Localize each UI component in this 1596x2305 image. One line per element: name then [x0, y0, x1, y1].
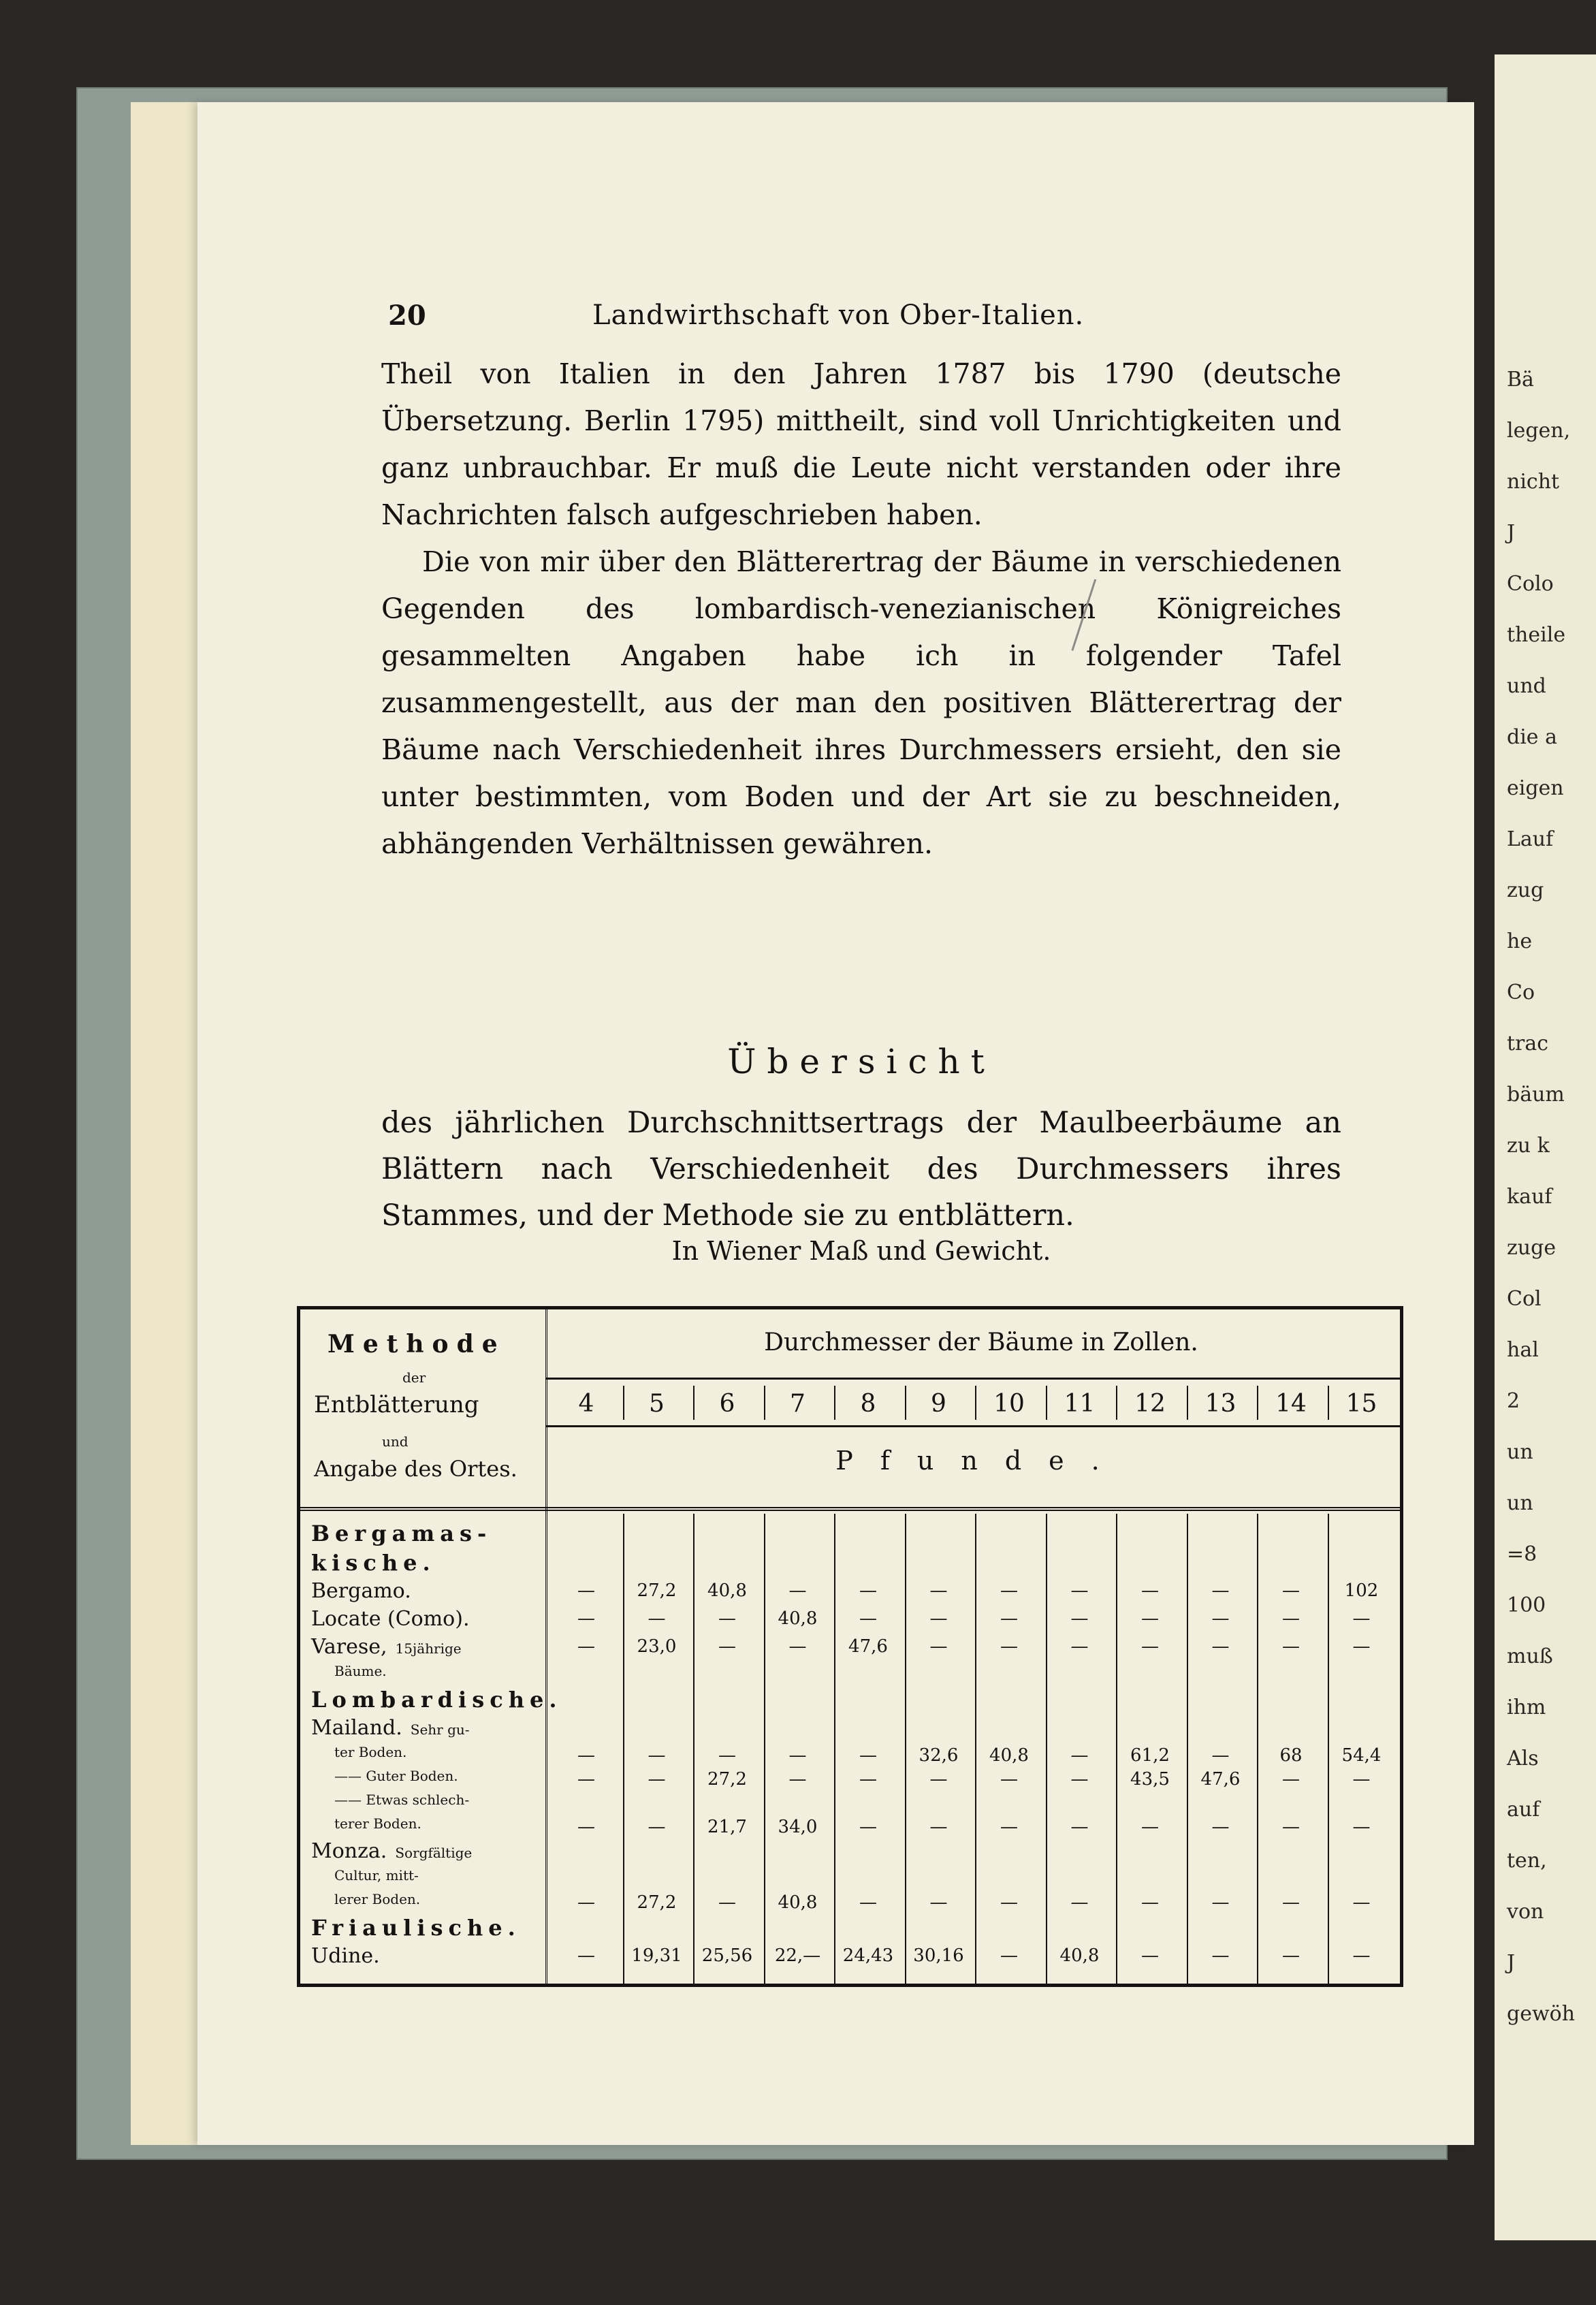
table-cell: —	[718, 1636, 736, 1657]
table-cell: —	[1141, 1892, 1159, 1913]
row-note: Sorgfältige	[395, 1845, 473, 1861]
unit-pfunde: Pfunde.	[835, 1446, 1127, 1476]
table-cell: —	[1211, 1945, 1230, 1966]
region-label: Lombardische.	[311, 1687, 562, 1713]
table-cell: 27,2	[637, 1580, 677, 1601]
column-divider	[975, 1386, 976, 1420]
table-cell: 25,56	[701, 1945, 753, 1966]
row-label: Varese, 15jährige	[311, 1635, 462, 1659]
table-cell: —	[1211, 1817, 1230, 1837]
table-cell: —	[788, 1769, 807, 1790]
table-cell: 68	[1279, 1745, 1303, 1766]
table-cell: —	[1211, 1636, 1230, 1657]
region-label: Friaulische.	[311, 1915, 521, 1941]
table-cell: —	[859, 1608, 877, 1629]
method-entblaetterung: Entblätterung	[314, 1391, 479, 1418]
facing-page	[1495, 54, 1596, 2240]
header-rule	[545, 1425, 1400, 1427]
table-cell: 23,0	[637, 1636, 677, 1657]
method-title: Methode	[328, 1330, 506, 1358]
region-label: kische.	[311, 1550, 436, 1576]
row-label: Locate (Como).	[311, 1607, 470, 1631]
table-cell: 27,2	[707, 1769, 747, 1790]
table-cell: —	[1000, 1608, 1018, 1629]
paragraph: Die von mir über den Blätterertrag der Bäume in verschiedenen Gegenden des lombardisch-venezianischen Königreiches gesammelten Angaben habe ich in folgender Tafel zusammengestellt, aus der man den positiven Blätterertrag der Bäume nach Verschiedenheit ihres Durchmessers ersieht, den sie unter bestimmten, vom Boden und der Art sie zu beschneiden, abhängenden Verhältnissen gewähren.	[381, 545, 1341, 860]
diameter-header: Durchmesser der Bäume in Zollen.	[764, 1329, 1198, 1356]
table-cell: 40,8	[778, 1608, 818, 1629]
facing-page-fragment: 100	[1507, 1593, 1546, 1617]
row-label: ter Boden.	[334, 1744, 407, 1760]
table-cell: —	[1211, 1745, 1230, 1766]
row-note: 15jährige	[395, 1640, 462, 1657]
table-cell: —	[718, 1745, 736, 1766]
table-cell: —	[929, 1580, 948, 1601]
table-cell: —	[1070, 1745, 1089, 1766]
facing-page-fragment: eigen	[1507, 776, 1564, 800]
table-cell: 40,8	[707, 1580, 747, 1601]
facing-page-fragment: un	[1507, 1440, 1533, 1464]
table-cell: 19,31	[631, 1945, 682, 1966]
table-cell: —	[1070, 1769, 1089, 1790]
facing-page-fragment: J	[1507, 1951, 1516, 1975]
facing-page-fragment: Colo	[1507, 572, 1554, 596]
table-cell: —	[1141, 1636, 1159, 1657]
table-cell: 40,8	[989, 1745, 1029, 1766]
table-cell: —	[577, 1769, 595, 1790]
table-cell: 54,4	[1341, 1745, 1382, 1766]
diameter-4: 4	[578, 1390, 594, 1418]
row-label: Cultur, mitt-	[334, 1867, 419, 1883]
table-cell: —	[1000, 1580, 1018, 1601]
row-label: Mailand. Sehr gu-	[311, 1716, 470, 1740]
table-cell: —	[1352, 1636, 1371, 1657]
facing-page-fragment: theile	[1507, 623, 1566, 647]
row-label: —— Etwas schlech-	[334, 1792, 470, 1808]
column-divider	[1328, 1386, 1329, 1420]
facing-page-fragment: hal	[1507, 1338, 1539, 1362]
running-title: Landwirthschaft von Ober-Italien.	[592, 300, 1085, 331]
table-cell: —	[577, 1636, 595, 1657]
header-rule	[545, 1378, 1400, 1380]
facing-page-fragment: von	[1507, 1900, 1544, 1924]
facing-page-fragment: =8	[1507, 1542, 1537, 1566]
row-note: Sehr gu-	[410, 1721, 470, 1738]
facing-page-fragment: gewöh	[1507, 2002, 1576, 2026]
table-cell: —	[859, 1745, 877, 1766]
diameter-7: 7	[790, 1390, 805, 1418]
table-cell: —	[1282, 1817, 1300, 1837]
table-cell: —	[1352, 1945, 1371, 1966]
table-cell: —	[859, 1580, 877, 1601]
method-und: und	[382, 1433, 409, 1450]
diameter-15: 15	[1345, 1390, 1377, 1418]
table-cell: —	[1282, 1769, 1300, 1790]
diameter-8: 8	[860, 1390, 876, 1418]
facing-page-fragment: 2	[1507, 1389, 1520, 1413]
table-cell: 22,—	[774, 1945, 821, 1966]
table-cell: —	[1282, 1945, 1300, 1966]
unit-note: In Wiener Maß und Gewicht.	[671, 1236, 1051, 1266]
facing-page-fragment: und	[1507, 674, 1546, 698]
region-label: Bergamas-	[311, 1521, 492, 1546]
row-label: lerer Boden.	[334, 1891, 421, 1907]
table-cell: —	[577, 1608, 595, 1629]
facing-page-fragment: Co	[1507, 981, 1535, 1004]
facing-page-fragment: Als	[1507, 1747, 1539, 1770]
table-cell: 27,2	[637, 1892, 677, 1913]
table-cell: —	[648, 1608, 666, 1629]
facing-page-fragment: zu k	[1507, 1134, 1550, 1158]
column-divider	[623, 1386, 624, 1420]
column-divider	[1187, 1386, 1188, 1420]
table-cell: —	[577, 1580, 595, 1601]
diameter-12: 12	[1134, 1390, 1166, 1418]
book-page	[197, 102, 1474, 2145]
table-cell: —	[859, 1817, 877, 1837]
diameter-10: 10	[993, 1390, 1025, 1418]
column-divider	[693, 1386, 695, 1420]
table-cell: —	[929, 1636, 948, 1657]
facing-page-fragment: zug	[1507, 878, 1544, 902]
facing-page-fragment: nicht	[1507, 470, 1560, 494]
table-cell: 61,2	[1130, 1745, 1170, 1766]
table-cell: —	[1352, 1608, 1371, 1629]
facing-page-fragment: J	[1507, 521, 1516, 545]
table-cell: —	[1000, 1636, 1018, 1657]
diameter-5: 5	[649, 1390, 665, 1418]
table-cell: —	[577, 1945, 595, 1966]
table-cell: —	[1141, 1608, 1159, 1629]
column-divider	[834, 1386, 835, 1420]
table-cell: 102	[1344, 1580, 1379, 1601]
table-cell: —	[1352, 1892, 1371, 1913]
facing-page-fragment: Bä	[1507, 368, 1534, 392]
table-cell: 47,6	[848, 1636, 888, 1657]
table-cell: —	[929, 1769, 948, 1790]
table-cell: —	[929, 1608, 948, 1629]
table-subtitle: des jährlichen Durchschnittsertrags der Maulbeerbäume an Blättern nach Verschiedenheit des Durchmessers ihres Stammes, und der Methode sie zu entblättern.	[381, 1106, 1341, 1233]
table-cell: —	[577, 1745, 595, 1766]
table-heading: Übersicht	[727, 1042, 995, 1081]
table-cell: —	[1070, 1608, 1089, 1629]
diameter-13: 13	[1204, 1390, 1236, 1418]
column-divider	[1257, 1386, 1258, 1420]
yield-table	[297, 1306, 1403, 1987]
facing-page-fragment: un	[1507, 1491, 1533, 1515]
table-cell: —	[1070, 1892, 1089, 1913]
table-cell: —	[1000, 1817, 1018, 1837]
facing-page-fragment: auf	[1507, 1798, 1540, 1822]
facing-page-fragment: Col	[1507, 1287, 1542, 1311]
table-cell: —	[1352, 1769, 1371, 1790]
column-divider	[764, 1386, 765, 1420]
facing-page-fragment: zuge	[1507, 1236, 1557, 1260]
row-label: Udine.	[311, 1944, 380, 1968]
table-cell: —	[1211, 1580, 1230, 1601]
diameter-9: 9	[931, 1390, 946, 1418]
row-label: —— Guter Boden.	[334, 1768, 458, 1784]
table-cell: —	[1000, 1892, 1018, 1913]
table-cell: 21,7	[707, 1817, 747, 1837]
diameter-14: 14	[1275, 1390, 1307, 1418]
column-divider	[905, 1386, 906, 1420]
table-cell: —	[1000, 1769, 1018, 1790]
table-cell: —	[1352, 1817, 1371, 1837]
method-column-divider	[545, 1309, 547, 1984]
table-cell: —	[1070, 1580, 1089, 1601]
method-der: der	[402, 1369, 426, 1386]
table-cell: —	[1282, 1608, 1300, 1629]
method-angabe: Angabe des Ortes.	[314, 1456, 517, 1482]
table-cell: —	[859, 1769, 877, 1790]
table-cell: 34,0	[778, 1817, 818, 1837]
table-cell: 47,6	[1200, 1769, 1241, 1790]
table-cell: —	[1141, 1817, 1159, 1837]
table-cell: —	[788, 1636, 807, 1657]
table-cell: —	[648, 1817, 666, 1837]
table-cell: —	[788, 1745, 807, 1766]
row-label: Bergamo.	[311, 1579, 411, 1603]
table-cell: —	[929, 1892, 948, 1913]
facing-page-fragment: trac	[1507, 1032, 1549, 1055]
table-cell: —	[648, 1745, 666, 1766]
table-cell: 40,8	[778, 1892, 818, 1913]
table-cell: —	[1141, 1580, 1159, 1601]
table-cell: —	[859, 1892, 877, 1913]
table-cell: 24,43	[842, 1945, 894, 1966]
table-cell: —	[1070, 1817, 1089, 1837]
table-cell: —	[1070, 1636, 1089, 1657]
table-cell: —	[1211, 1608, 1230, 1629]
facing-page-fragment: Lauf	[1507, 827, 1554, 851]
body-text	[381, 351, 1341, 868]
table-cell: —	[648, 1769, 666, 1790]
row-label: terer Boden.	[334, 1815, 421, 1832]
table-cell: 32,6	[919, 1745, 959, 1766]
table-cell: —	[718, 1608, 736, 1629]
page-number: 20	[388, 300, 426, 332]
facing-page-fragment: legen,	[1507, 419, 1571, 443]
table-cell: —	[1282, 1636, 1300, 1657]
table-cell: —	[577, 1817, 595, 1837]
diameter-11: 11	[1064, 1390, 1096, 1418]
table-cell: —	[577, 1892, 595, 1913]
table-cell: 40,8	[1059, 1945, 1100, 1966]
table-cell: —	[929, 1817, 948, 1837]
diameter-6: 6	[719, 1390, 735, 1418]
facing-page-fragment: kauf	[1507, 1185, 1552, 1209]
facing-page-fragment: ten,	[1507, 1849, 1547, 1873]
paragraph: Theil von Italien in den Jahren 1787 bis 1790 (deutsche Übersetzung. Berlin 1795) mittheilt, sind voll Unrichtigkeiten und ganz unbrauchbar. Er muß die Leute nicht verstanden oder ihre Nachrichten falsch aufgeschrieben haben.	[381, 357, 1341, 531]
table-cell: —	[718, 1892, 736, 1913]
table-cell: —	[1282, 1580, 1300, 1601]
header-double-rule	[300, 1507, 1400, 1511]
facing-page-fragment: muß	[1507, 1644, 1553, 1668]
column-divider	[1116, 1386, 1117, 1420]
row-label: Monza. Sorgfältige	[311, 1839, 473, 1863]
table-cell: —	[1141, 1945, 1159, 1966]
table-cell: —	[1000, 1945, 1018, 1966]
table-cell: 43,5	[1130, 1769, 1170, 1790]
row-label: Bäume.	[334, 1663, 387, 1679]
table-cell: —	[788, 1580, 807, 1601]
facing-page-fragment: die a	[1507, 725, 1557, 749]
column-divider	[1046, 1386, 1047, 1420]
facing-page-fragment: he	[1507, 929, 1533, 953]
table-cell: —	[1282, 1892, 1300, 1913]
facing-page-fragment: bäum	[1507, 1083, 1565, 1107]
table-cell: 30,16	[913, 1945, 964, 1966]
facing-page-fragment: ihm	[1507, 1696, 1546, 1719]
table-cell: —	[1211, 1892, 1230, 1913]
